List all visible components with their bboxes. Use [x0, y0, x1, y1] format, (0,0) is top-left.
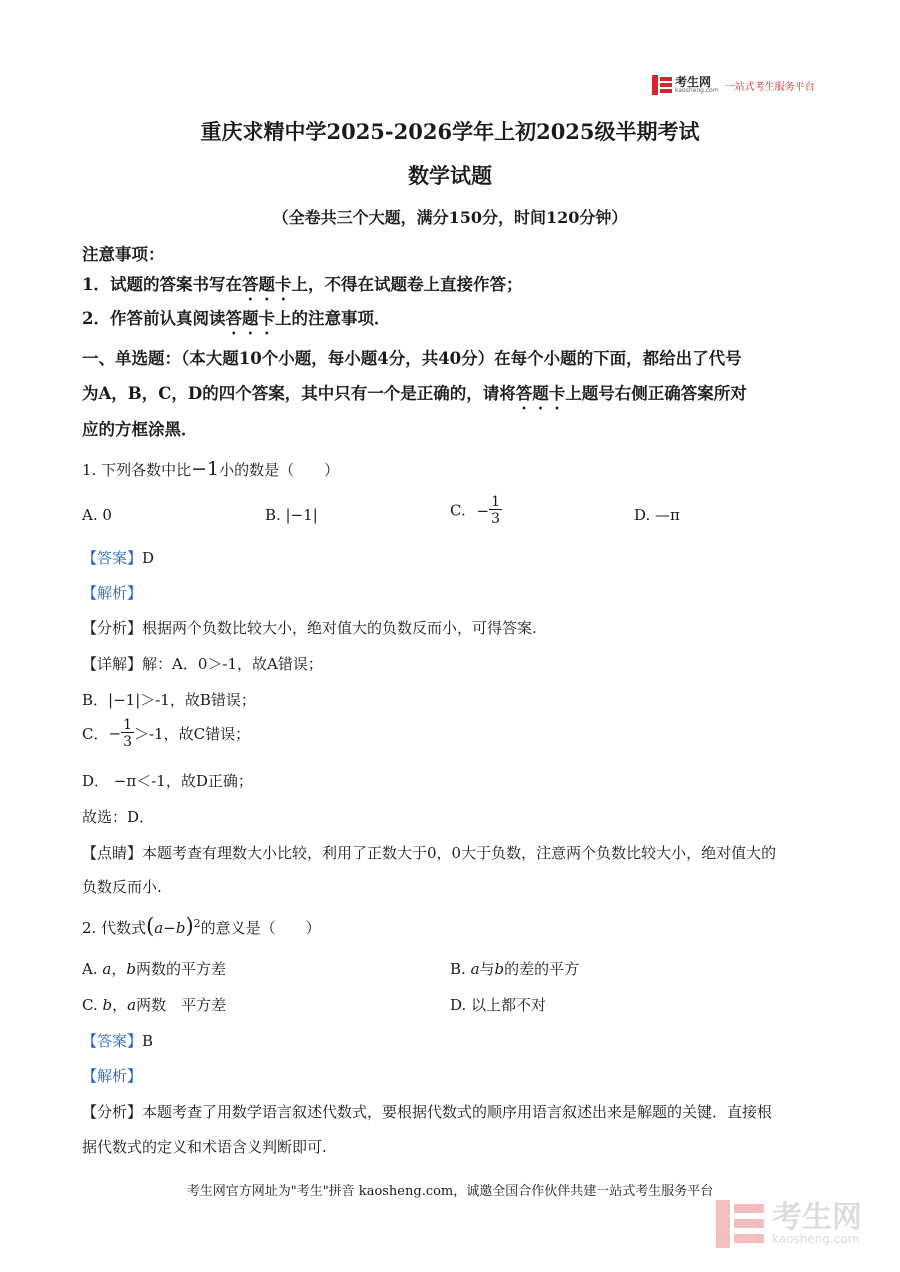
section-1-line-2: 为A，B，C，D的四个答案，其中只有一个是正确的，请将答题卡上题号右侧正确答案所对: [82, 384, 747, 403]
exam-subtitle: （全卷共三个大题，满分150分，时间120分钟）: [272, 208, 628, 227]
subject-title: 数学试题: [408, 163, 492, 188]
section-1-line-1: 一、单选题：（本大题10个小题，每小题4分，共40分）在每个小题的下面，都给出了代号: [82, 349, 742, 368]
q1-line-d: D． −π＜-1，故D正确；: [82, 772, 253, 790]
q1-line-b: B．|−1|＞-1，故B错误；: [82, 691, 256, 709]
q2-stem: 2. 代数式$(a-b)^2$的意义是（ ）: [82, 914, 321, 938]
notice-item-2: 2．作答前认真阅读答题卡上的注意事项．: [82, 309, 391, 328]
kaosheng-logo-icon: [652, 75, 672, 95]
header-logo: [652, 74, 815, 96]
q1-choose: 故选：D．: [82, 808, 155, 826]
q1-option-d: D. —π: [634, 506, 680, 524]
q2-fenxi: 【分析】本题考查了用数学语言叙述代数式，要根据代数式的顺序用语言叙述出来是解题的关键．直接根: [82, 1103, 773, 1121]
exam-title: 重庆求精中学2025-2026学年上初2025级半期考试: [200, 119, 700, 144]
q2-option-c: C. b，a两数 平方差: [82, 996, 227, 1014]
q1-option-c: C. − $\frac{1}{3}$: [450, 494, 500, 527]
q1-option-b: B. |−1|: [265, 506, 318, 524]
logo-url: kaosheng.com: [675, 87, 719, 94]
q1-dianjing-cont: 负数反而小.: [82, 878, 162, 896]
q1-fenxi: 【分析】根据两个负数比较大小，绝对值大的负数反而小，可得答案.: [82, 619, 537, 637]
watermark-url: kaosheng.com: [772, 1232, 860, 1246]
q2-option-a: A. a，b两数的平方差: [82, 960, 226, 978]
q2-option-b: B. a与b的差的平方: [450, 960, 580, 978]
q2-analysis-tag: 【解析】: [82, 1067, 143, 1085]
section-1-line-3: 应的方框涂黑．: [82, 420, 198, 439]
q1-line-c: C．− $\frac{1}{3}$ ＞-1，故C错误；: [82, 717, 251, 750]
q2-fenxi-cont: 据代数式的定义和术语含义判断即可.: [82, 1138, 327, 1156]
notice-heading: 注意事项：: [82, 245, 165, 264]
notice-item-1: 1．试题的答案书写在答题卡上，不得在试题卷上直接作答；: [82, 275, 523, 294]
q2-option-d: D. 以上都不对: [450, 996, 547, 1014]
logo-tagline: 一站式考生服务平台: [724, 81, 815, 93]
watermark-name: 考生网: [772, 1200, 862, 1235]
watermark: [716, 1200, 862, 1248]
q1-analysis-tag: 【解析】: [82, 584, 143, 602]
q1-answer: 【答案】D: [82, 549, 155, 567]
q1-dianjing: 【点睛】本题考查有理数大小比较，利用了正数大于0，0大于负数，注意两个负数比较大小，绝对值大的: [82, 844, 777, 862]
logo-name: 考生网: [675, 75, 712, 89]
q1-option-a: A. 0: [82, 506, 112, 524]
kaosheng-watermark-icon: [716, 1200, 764, 1248]
q1-xiangjie: 【详解】解：A．0＞-1，故A错误；: [82, 655, 323, 673]
footer-text: 考生网官方网址为"考生"拼音 kaosheng.com，诚邀全国合作伙伴共建一站式考生服务平台: [186, 1184, 714, 1199]
q2-answer: 【答案】B: [82, 1032, 154, 1050]
q1-stem: 1. 下列各数中比−1小的数是（ ）: [82, 458, 340, 480]
